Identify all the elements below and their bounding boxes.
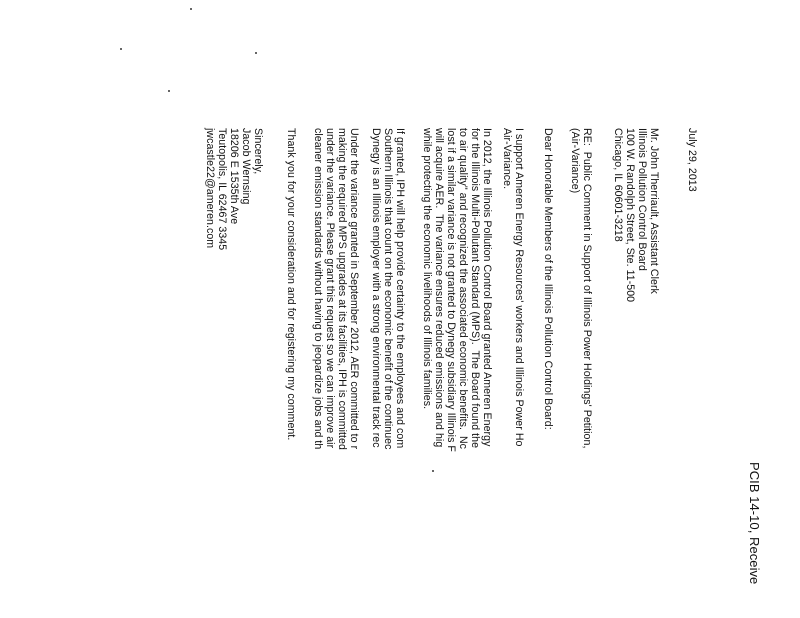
addressee-line: Chicago, IL 60601-3218 xyxy=(612,128,624,242)
scan-speck xyxy=(168,90,170,92)
signer-address: 18206 E 1535th Ave xyxy=(228,128,240,225)
paragraph-line: Dynegy is an Illinois employer with a strong environmental track rec xyxy=(370,128,382,448)
received-stamp: PCIB 14-10, Receive xyxy=(747,462,762,585)
paragraph-line: Southern Illinois that count on the economic benefit of the continuec xyxy=(382,128,394,450)
paragraph-line: under the variance. Please grant this request so we can improve air xyxy=(324,128,336,449)
signer-email: jwcastle22@ameren.com xyxy=(204,128,216,249)
paragraph-line: Under the variance granted in September 2012, AER committed to r xyxy=(348,128,360,450)
closing: Sincerely, xyxy=(252,128,264,175)
paragraph-line: while protecting the economic livelihoods of Illinois families. xyxy=(421,128,433,410)
paragraph-line: If granted, IPH will help provide certainty to the employees and com xyxy=(394,128,406,449)
paragraph-line: cleaner emission standards without having to jeopardize jobs and th xyxy=(312,128,324,450)
scan-speck xyxy=(255,52,257,54)
scan-speck xyxy=(190,8,192,10)
paragraph-line: to air quality" and recognized the associated economic benefits. Nc xyxy=(457,128,469,450)
thank-you-line: Thank you for your consideration and for registering my comment. xyxy=(285,128,297,441)
salutation: Dear Honorable Members of the Illinois Pollution Control Board: xyxy=(542,128,554,430)
paragraph-line: will acquire AER. The variance ensures reduced emissions and hig xyxy=(433,128,445,448)
scan-speck xyxy=(120,48,122,50)
paragraph-line: lost if a similar variance is not granted to Dynegy subsidiary Illinois F xyxy=(445,128,457,452)
paragraph-line: for the Illinois Multi-Pollutant Standard (MPS). The Board found the xyxy=(469,128,481,449)
addressee-line: 100 W. Randolph Street, Ste. 11-500 xyxy=(624,128,636,303)
subject-text: (Air-Variance) xyxy=(569,128,581,194)
paragraph-line: I support Ameren Energy Resources' workers and Illinois Power Ho xyxy=(513,128,525,447)
paragraph-line: Air-Variance. xyxy=(501,128,513,190)
paragraph-line: making the required MPS upgrades at its facilities, IPH is committed xyxy=(336,128,348,450)
scan-speck xyxy=(432,470,434,472)
signer-city: Teutopolis, IL 62467 3345 xyxy=(216,128,228,251)
addressee-line: Mr. John Therriault, Assistant Clerk xyxy=(648,128,660,294)
letter-date: July 29, 2013 xyxy=(686,128,698,192)
signer-name: Jacob Wernsing xyxy=(240,128,252,205)
subject-text: RE: Public Comment in Support of Illinois Power Holdings' Petition, xyxy=(581,128,593,449)
paragraph-line: In 2012, the Illinois Pollution Control Board granted Ameren Energy xyxy=(481,128,493,447)
addressee-line: Illinois Pollution Control Board xyxy=(636,128,648,271)
